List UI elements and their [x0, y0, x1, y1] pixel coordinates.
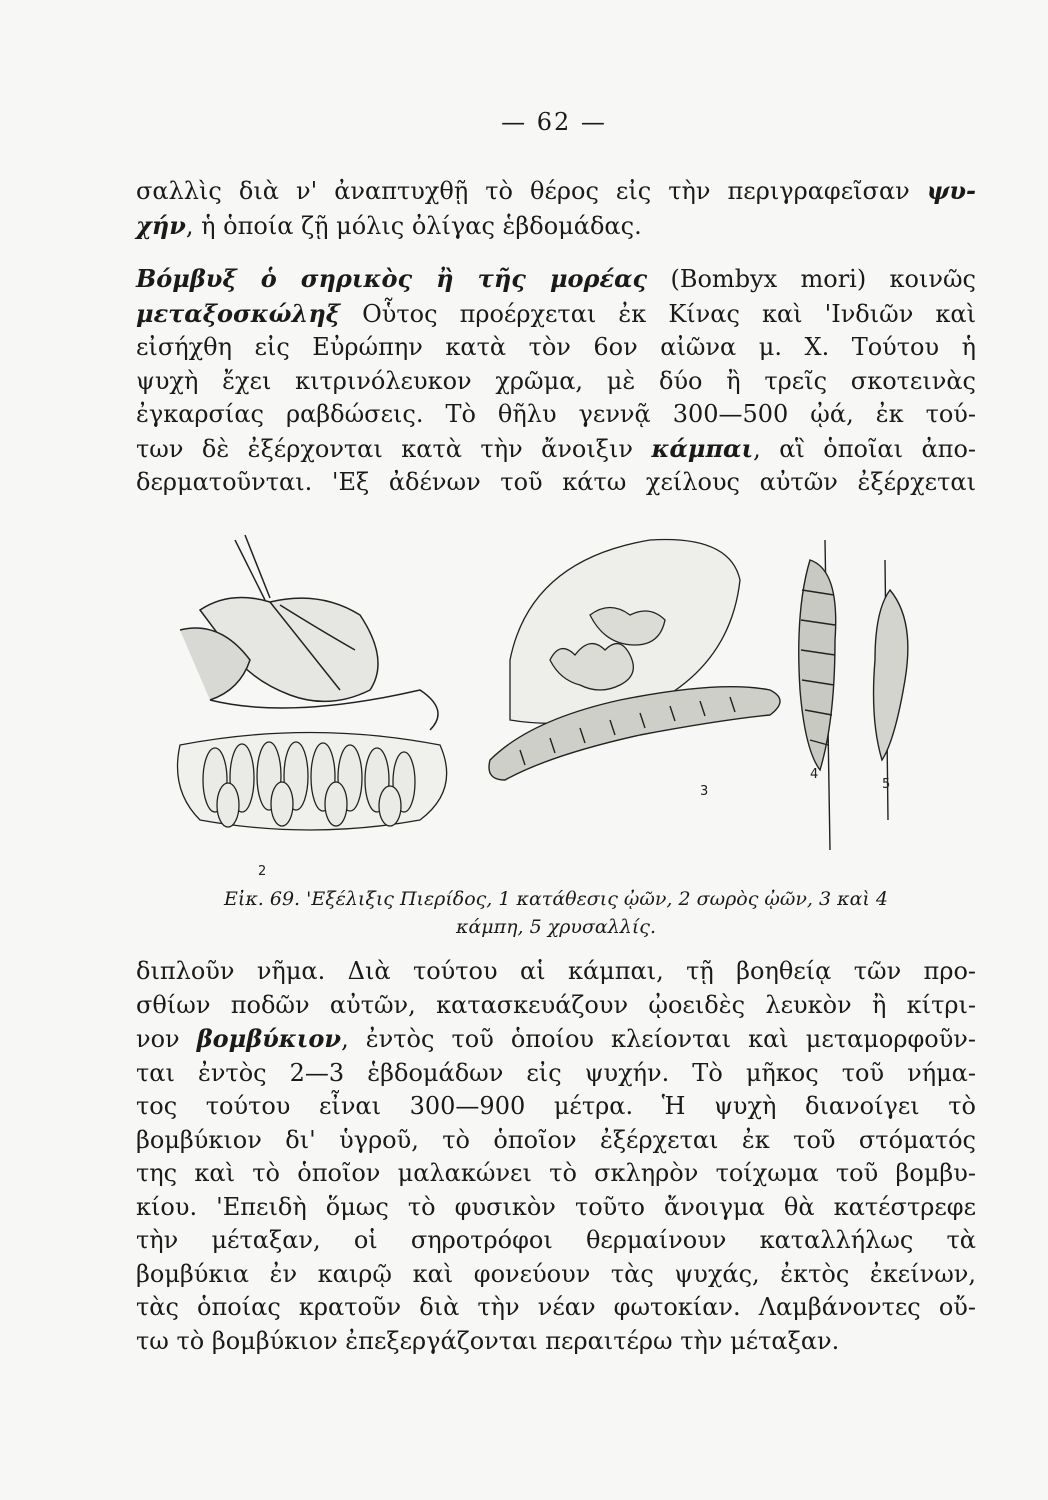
page-number: — 62 — [501, 108, 607, 136]
paragraph-3-line-5: τος τούτου εἶναι 300—900 μέτρα. Ἡ ψυχὴ διανοίγει τὸ [136, 1092, 976, 1120]
chrysalis-drawing [874, 560, 908, 820]
butterfly-drawing [180, 535, 438, 730]
figure-label-3: 3 [700, 784, 709, 799]
hanging-caterpillar-drawing [799, 540, 836, 850]
term-psyche-part2: χήν [136, 210, 186, 240]
figure-caption-line-1: Εἰκ. 69. 'Εξέλιξις Πιερίδος, 1 κατάθεσις ᾠῶν, 2 σωρὸς ᾠῶν, 3 καὶ 4 [224, 888, 888, 910]
paragraph-1 [136, 174, 976, 243]
paragraph-2-line-2: μεταξοσκώληξ Οὗτος προέρχεται ἐκ Κίνας καὶ 'Ινδιῶν καὶ [136, 298, 976, 328]
figure-label-2: 2 [258, 864, 267, 875]
paragraph-3-line-12: τω τὸ βομβύκιον ἐπεξεργάζονται περαιτέρω τὴν μέταξαν. [136, 1326, 840, 1355]
paragraph-2 [136, 262, 976, 500]
paragraph-3-line-10: βομβύκια ἐν καιρῷ καὶ φονεύουν τὰς ψυχάς, ἐκτὸς ἐκείνων, [136, 1259, 976, 1288]
figure-caption [136, 885, 976, 941]
paragraph-3-line-3: νον βομβύκιον, ἐντὸς τοῦ ὁποίου κλείονται καὶ μεταμορφοῦν- [136, 1024, 976, 1053]
paragraph-2-line-4: ψυχὴ ἔχει κιτρινόλευκον χρῶμα, μὲ δύο ἢ τρεῖς σκοτεινὰς [136, 366, 976, 395]
figure-caption-line-2: κάμπη, 5 χρυσαλλίς. [456, 916, 656, 938]
paragraph-3-line-4: ται ἐντὸς 2—3 ἑβδομάδων εἰς ψυχήν. Τὸ μῆκος τοῦ νήμα- [136, 1058, 976, 1087]
figure-69-illustration [170, 520, 950, 875]
term-psyche-part1: ψυ- [926, 176, 976, 205]
term-silkworm: μεταξοσκώληξ [136, 298, 341, 328]
paragraph-3-line-1: διπλοῦν νῆμα. Διὰ τούτου αἱ κάμπαι, τῇ βοηθείᾳ τῶν προ- [136, 957, 976, 985]
paragraph-2-line-7: δερματοῦνται. 'Εξ ἀδένων τοῦ κάτω χείλους αὐτῶν ἐξέρχεται [136, 468, 976, 496]
paragraph-2-line-5: ἐγκαρσίας ραβδώσεις. Τὸ θῆλυ γεννᾷ 300—500 ᾠά, ἐκ τού- [136, 400, 976, 428]
figure-label-5: 5 [882, 777, 891, 792]
paragraph-1-line-2: χήν, ἡ ὁποία ζῇ μόλις ὀλίγας ἑβδομάδας. [136, 210, 642, 240]
paragraph-3 [136, 955, 976, 1358]
paragraph-3-line-11: τὰς ὁποίας κρατοῦν διὰ τὴν νέαν φωτοκίαν. Λαμβάνοντες οὔ- [136, 1293, 976, 1321]
paragraph-3-line-8: κίου. 'Επειδὴ ὅμως τὸ φυσικὸν τοῦτο ἄνοιγμα θὰ κατέστρεφε [136, 1192, 976, 1221]
figure-label-4: 4 [810, 767, 819, 782]
paragraph-2-line-3: εἰσήχθη εἰς Εὐρώπην κατὰ τὸν 6ον αἰῶνα μ. Χ. Τούτου ἡ [136, 333, 976, 361]
paragraph-1-line-1: σαλλὶς διὰ ν' ἀναπτυχθῇ τὸ θέρος εἰς τὴν περιγραφεῖσαν ψυ- [136, 176, 976, 205]
egg-cluster-drawing [178, 733, 447, 831]
paragraph-3-line-6: βομβύκιον δι' ὑγροῦ, τὸ ὁποῖον ἐξέρχεται ἐκ τοῦ στόματός [136, 1125, 976, 1154]
paragraph-3-line-2: σθίων ποδῶν αὐτῶν, κατασκευάζουν ᾠοειδὲς λευκὸν ἢ κίτρι- [136, 990, 976, 1019]
paragraph-3-line-7: της καὶ τὸ ὁποῖον μαλακώνει τὸ σκληρὸν τοίχωμα τοῦ βομβυ- [136, 1159, 976, 1187]
paragraph-3-line-9: τὴν μέταξαν, οἱ σηροτρόφοι θερμαίνουν καταλλήλως τὰ [136, 1226, 976, 1254]
term-kampai: κάμπαι [651, 433, 754, 463]
term-bombykion: βομβύκιον [196, 1024, 342, 1053]
paragraph-2-line-6: των δὲ ἐξέρχονται κατὰ τὴν ἄνοιξιν κάμπαι, αἳ ὁποῖαι ἀπο- [136, 433, 977, 463]
paragraph-2-line-1: Βόμβυξ ὁ σηρικὸς ἢ τῆς μορέας (Bombyx mori) κοινῶς [136, 264, 976, 293]
term-bombyx: Βόμβυξ ὁ σηρικὸς ἢ τῆς μορέας [136, 264, 648, 293]
